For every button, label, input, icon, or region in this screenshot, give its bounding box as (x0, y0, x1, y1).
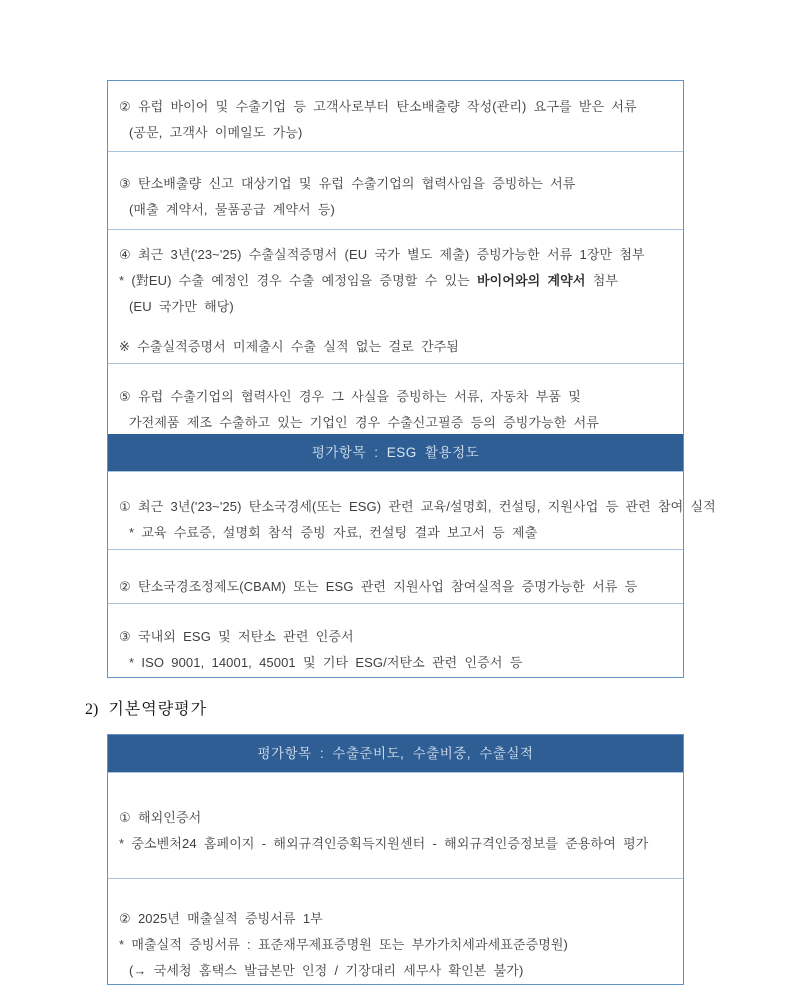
table-row-item-2 (108, 81, 683, 151)
section-number: 2) (85, 701, 99, 718)
esg-section-header-band: 평가항목 : ESG 활용정도 (108, 434, 683, 471)
star-note-suffix: 첨부 (585, 273, 619, 288)
table-row-esg-2 (108, 549, 683, 603)
table-row-cap-2 (108, 878, 683, 984)
doc-item-text: ⑤ 유럽 수출기업의 협력사인 경우 그 사실을 증빙하는 서류, 자동차 부품 및 (119, 389, 581, 404)
doc-item-subtext: (매출 계약서, 물품공급 계약서 등) (129, 202, 335, 217)
doc-item-subtext: (공문, 고객사 이메일도 가능) (129, 125, 303, 140)
doc-item-star-note: * 교육 수료증, 설명회 참석 증빙 자료, 컨설팅 결과 보고서 등 제출 (129, 525, 538, 540)
doc-item-text: ① 해외인증서 (119, 810, 202, 825)
table-row-item-4 (108, 229, 683, 363)
table-row-item-3 (108, 151, 683, 229)
doc-item-text: ④ 최근 3년('23~'25) 수출실적증명서 (EU 국가 별도 제출) 증빙가능한 서류 1장만 첨부 (119, 247, 645, 262)
evaluation-docs-table (107, 80, 716, 678)
section-heading (85, 696, 207, 719)
table-row-cap-1 (108, 772, 683, 878)
doc-item-star-note (119, 268, 675, 294)
table-row-item-5 (108, 363, 683, 434)
doc-item-star-note: * 중소벤처24 홈페이지 - 해외규격인증획득지원센터 - 해외규격인증정보를 준용하여 평가 (119, 836, 649, 851)
doc-item-text: ③ 탄소배출량 신고 대상기업 및 유럽 수출기업의 협력사임을 증빙하는 서류 (119, 176, 576, 191)
doc-item-text: ② 2025년 매출실적 증빙서류 1부 (119, 911, 323, 926)
doc-item-text: ③ 국내외 ESG 및 저탄소 관련 인증서 (119, 629, 354, 644)
doc-item-star-note: * 매출실적 증빙서류 : 표준재무제표증명원 또는 부가가치세과세표준증명원) (119, 937, 568, 952)
doc-item-subtext: (→ 국세청 홈택스 발급본만 인정 / 기장대리 세무사 확인본 불가) (129, 963, 524, 978)
doc-item-text-cont: 가전제품 제조 수출하고 있는 기업인 경우 수출신고필증 등의 증빙가능한 서류 (129, 415, 599, 430)
doc-item-text: ① 최근 3년('23~'25) 탄소국경세(또는 ESG) 관련 교육/설명회, 컨설팅, 지원사업 등 관련 참여 실적 (119, 499, 716, 514)
table-row-esg-3 (108, 603, 683, 677)
section-title: 기본역량평가 (108, 701, 208, 718)
doc-item-subtext: (EU 국가만 해당) (129, 299, 234, 314)
capability-header-band: 평가항목 : 수출준비도, 수출비중, 수출실적 (108, 735, 683, 772)
star-note-prefix: * (對EU) 수출 예정인 경우 수출 예정임을 증명할 수 있는 (119, 273, 477, 288)
bold-emphasis: 바이어와의 계약서 (477, 273, 586, 288)
doc-item-warning-note: ※ 수출실적증명서 미제출시 수출 실적 없는 걸로 간주됨 (119, 339, 459, 354)
doc-item-text: ② 탄소국경조정제도(CBAM) 또는 ESG 관련 지원사업 참여실적을 증명가능한 서류 등 (119, 579, 638, 594)
table-row-esg-1 (108, 471, 716, 549)
doc-item-star-note: * ISO 9001, 14001, 45001 및 기타 ESG/저탄소 관련 인증서 등 (129, 655, 523, 670)
basic-capability-table (107, 734, 684, 985)
doc-item-text: ② 유럽 바이어 및 수출기업 등 고객사로부터 탄소배출량 작성(관리) 요구를 받은 서류 (119, 99, 637, 114)
